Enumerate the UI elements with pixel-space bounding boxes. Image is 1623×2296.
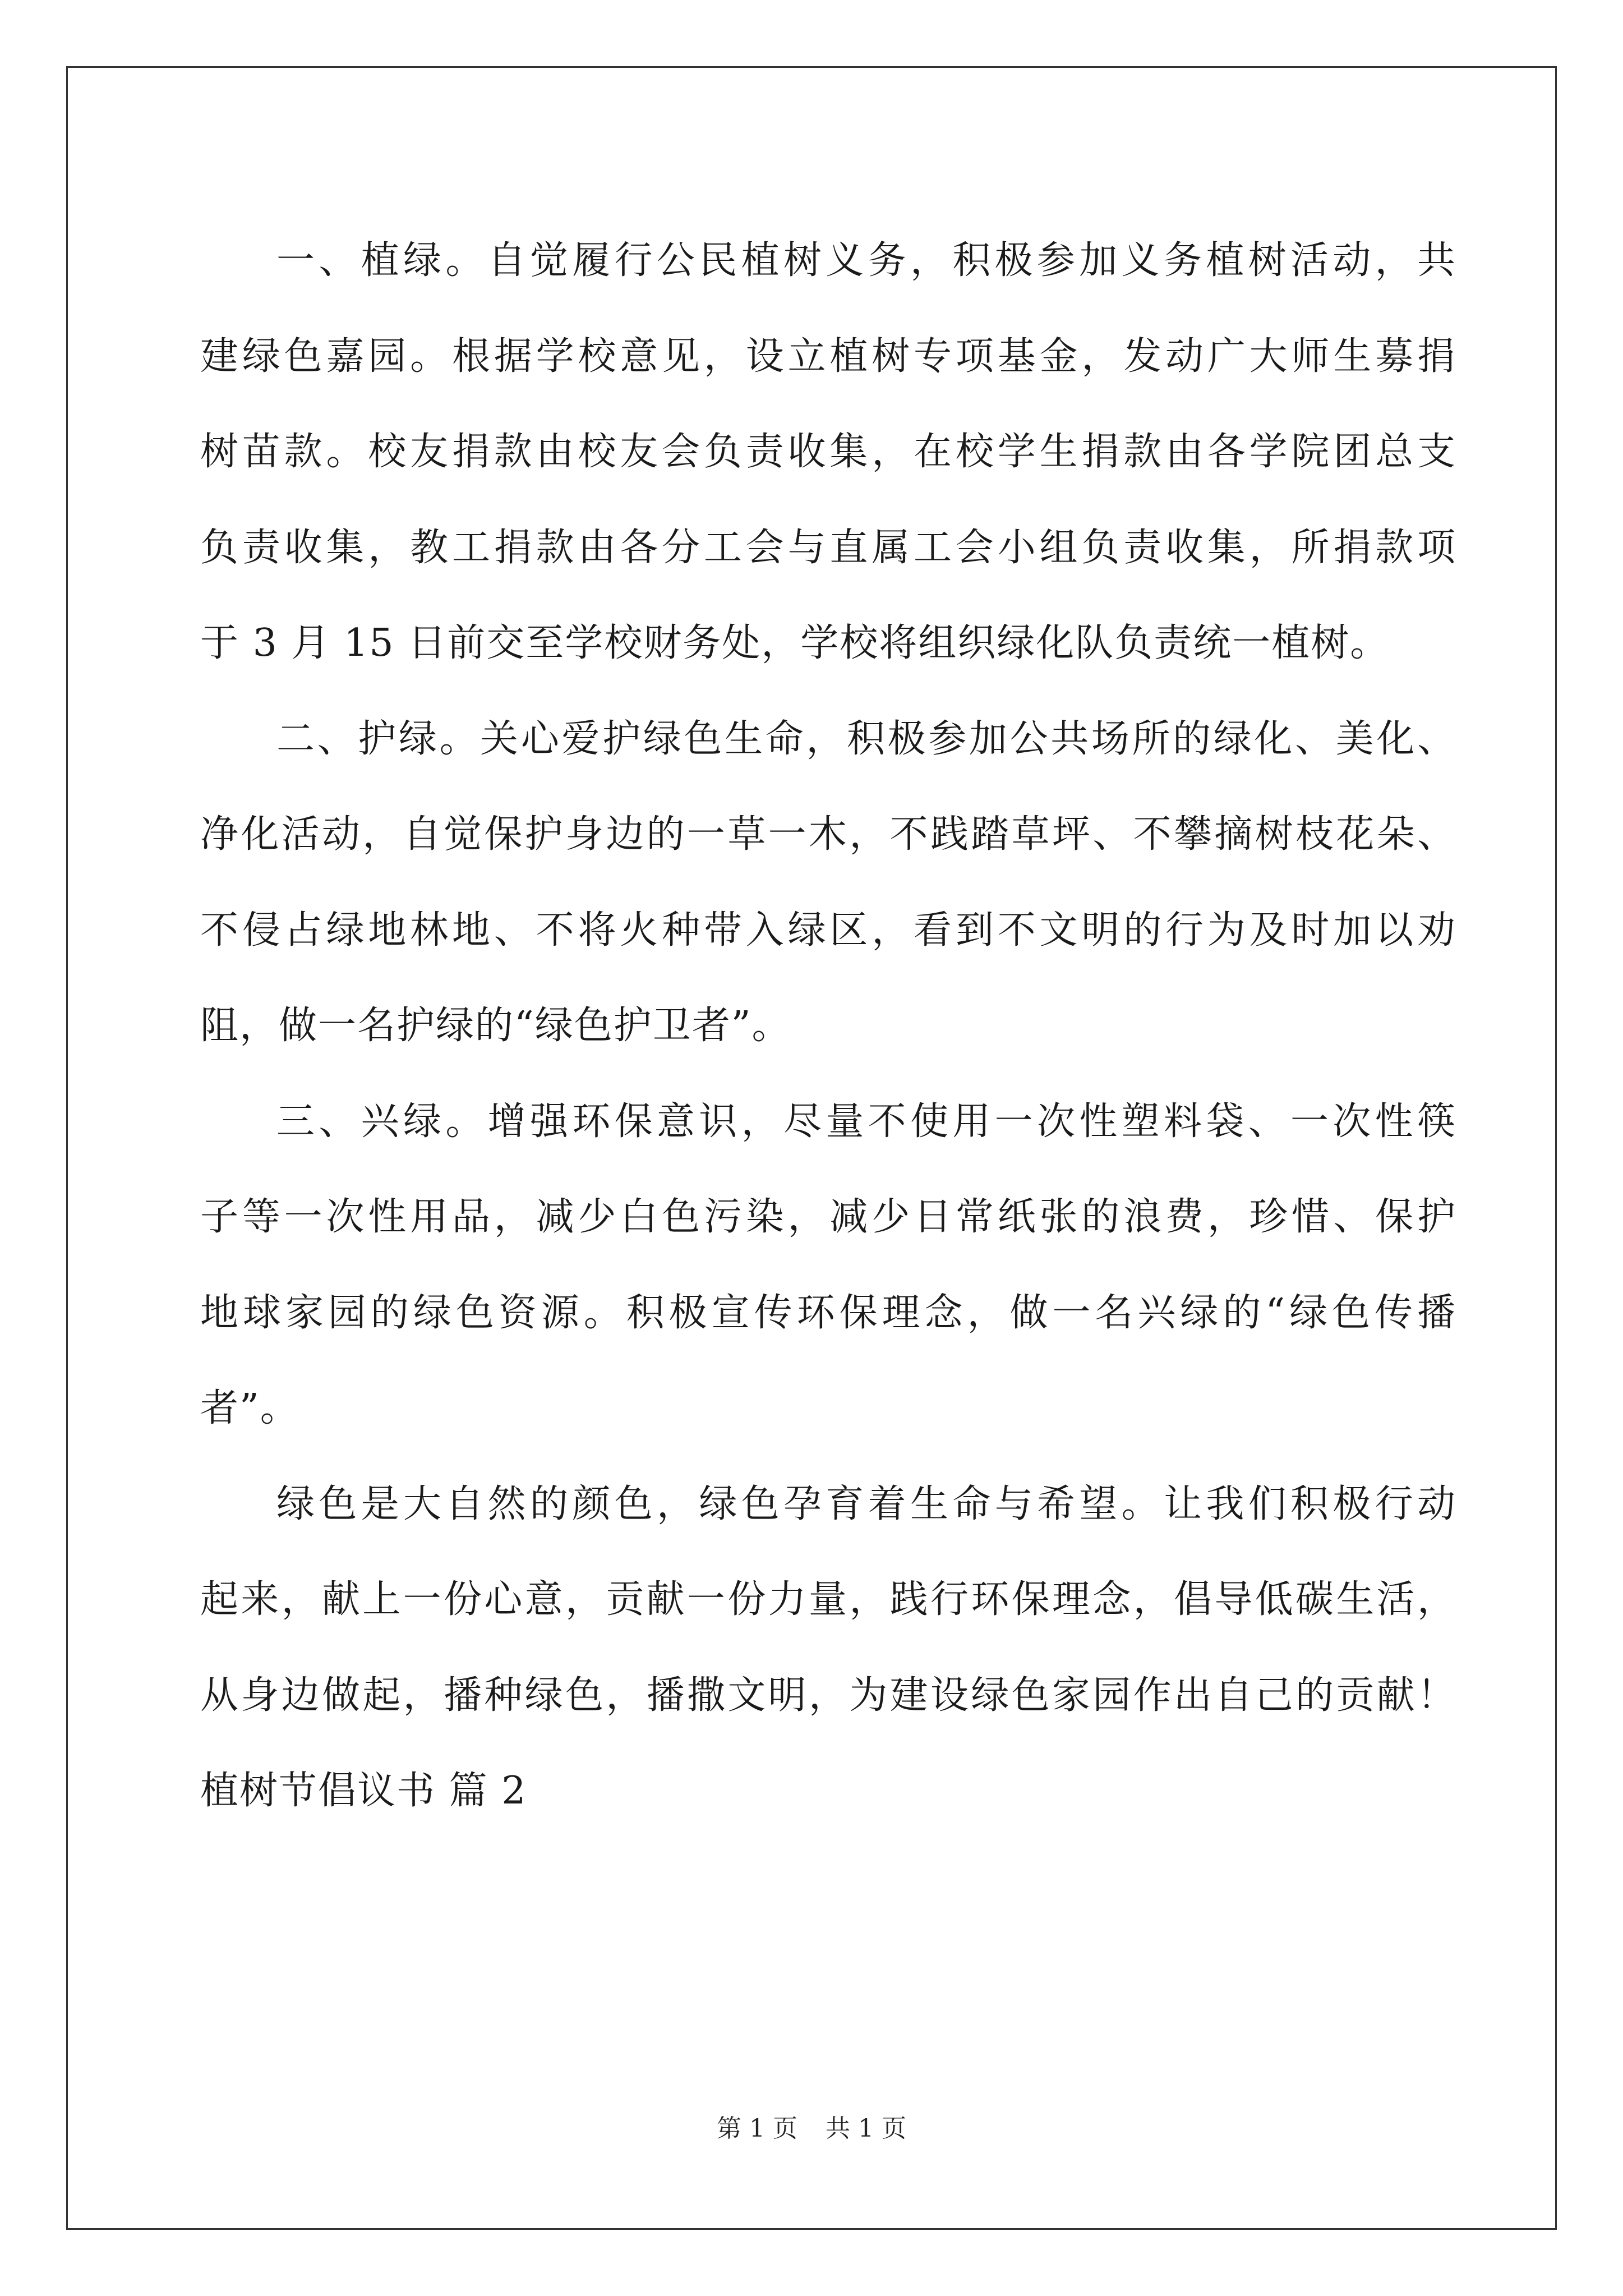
paragraph-2-line-2: 净化活动，自觉保护身边的一草一木，不践踏草坪、不攀摘树枝花朵、 bbox=[200, 812, 1456, 857]
document-body bbox=[200, 213, 1456, 1839]
paragraph-2-line-4: 阻，做一名护绿的“绿色护卫者”。 bbox=[200, 1004, 791, 1048]
paragraph-4-line-1: 绿色是大自然的颜色，绿色孕育着生命与希望。让我们积极行动 bbox=[276, 1481, 1456, 1526]
page-footer bbox=[0, 2112, 1623, 2146]
paragraph-4-line-2: 起来，献上一份心意，贡献一份力量，践行环保理念，倡导低碳生活， bbox=[200, 1577, 1456, 1622]
paragraph-2-line-1: 二、护绿。关心爱护绿色生命，积极参加公共场所的绿化、美化、 bbox=[276, 716, 1456, 761]
paragraph-3-line-3: 地球家园的绿色资源。积极宣传环保理念，做一名兴绿的“绿色传播 bbox=[200, 1290, 1456, 1335]
paragraph-3-line-1: 三、兴绿。增强环保意识，尽量不使用一次性塑料袋、一次性筷 bbox=[276, 1099, 1456, 1144]
paragraph-1-line-4: 负责收集，教工捐款由各分工会与直属工会小组负责收集，所捐款项 bbox=[200, 525, 1456, 570]
paragraph-2-line-3: 不侵占绿地林地、不将火种带入绿区，看到不文明的行为及时加以劝 bbox=[200, 908, 1456, 953]
section-heading: 植树节倡议书 篇 2 bbox=[200, 1769, 527, 1813]
paragraph-3-line-2: 子等一次性用品，减少白色污染，减少日常纸张的浪费，珍惜、保护 bbox=[200, 1195, 1456, 1239]
paragraph-1-line-2: 建绿色嘉园。根据学校意见，设立植树专项基金，发动广大师生募捐 bbox=[200, 334, 1456, 379]
page-number-current: 第 1 页 bbox=[717, 2114, 797, 2143]
page-number-total: 共 1 页 bbox=[826, 2114, 906, 2143]
paragraph-4-line-3: 从身边做起，播种绿色，播撒文明，为建设绿色家园作出自己的贡献！ bbox=[200, 1673, 1456, 1718]
paragraph-1-line-5: 于 3 月 15 日前交至学校财务处，学校将组织绿化队负责统一植树。 bbox=[200, 621, 1390, 665]
paragraph-1-line-3: 树苗款。校友捐款由校友会负责收集，在校学生捐款由各学院团总支 bbox=[200, 430, 1456, 474]
paragraph-1-line-1: 一、植绿。自觉履行公民植树义务，积极参加义务植树活动，共 bbox=[276, 238, 1456, 283]
paragraph-3-line-4: 者”。 bbox=[200, 1386, 299, 1430]
